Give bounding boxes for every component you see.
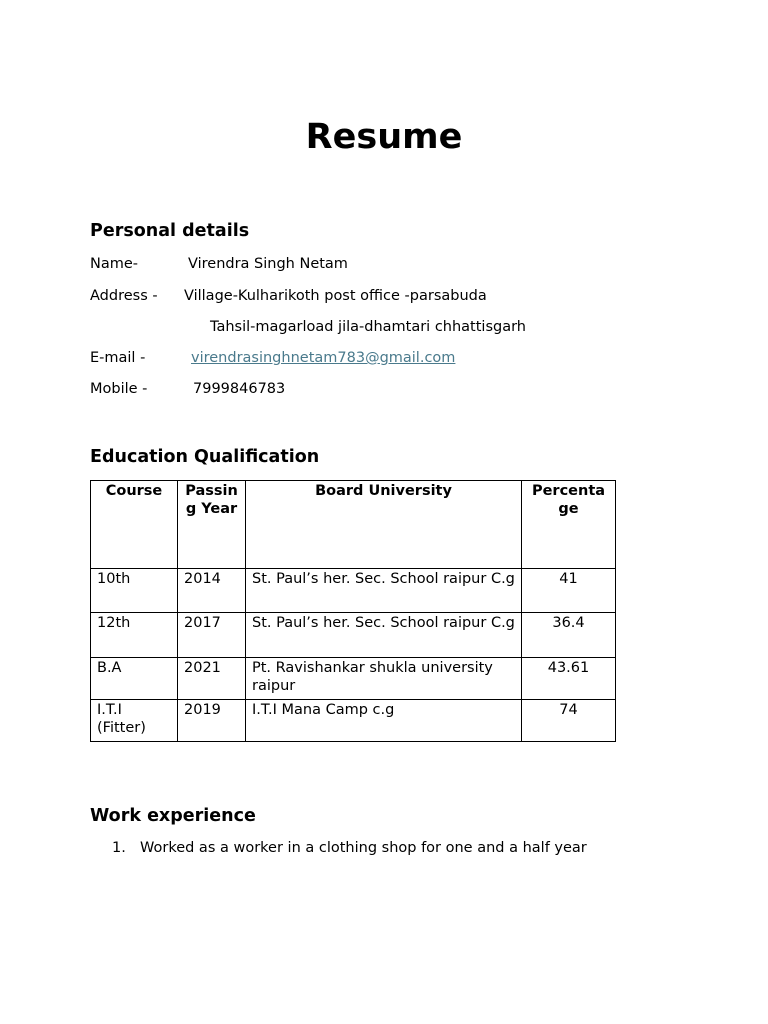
list-item-number: 1. bbox=[112, 840, 126, 856]
work-experience-heading: Work experience bbox=[90, 806, 256, 826]
cell-course: 12th bbox=[91, 613, 178, 658]
address-label: Address - bbox=[90, 288, 158, 304]
cell-year: 2017 bbox=[178, 613, 246, 658]
address-line-2: Tahsil-magarload jila-dhamtari chhattisgarh bbox=[210, 319, 526, 335]
name-label: Name- bbox=[90, 256, 139, 272]
table-row bbox=[91, 700, 616, 742]
personal-details-heading: Personal details bbox=[90, 221, 250, 241]
header-course: Course bbox=[91, 481, 178, 569]
cell-percentage: 43.61 bbox=[522, 658, 616, 700]
cell-board: I.T.I Mana Camp c.g bbox=[246, 700, 522, 742]
cell-course: B.A bbox=[91, 658, 178, 700]
table-header-row bbox=[91, 481, 616, 569]
header-passing-year: Passing Year bbox=[178, 481, 246, 569]
work-experience-list bbox=[112, 839, 587, 857]
email-label: E-mail - bbox=[90, 350, 146, 366]
list-item bbox=[112, 839, 587, 857]
email-link[interactable]: virendrasinghnetam783@gmail.com bbox=[191, 350, 456, 366]
mobile-value: 7999846783 bbox=[193, 381, 286, 397]
cell-year: 2019 bbox=[178, 700, 246, 742]
table-row bbox=[91, 658, 616, 700]
table-row bbox=[91, 569, 616, 613]
cell-board: Pt. Ravishankar shukla university raipur bbox=[246, 658, 522, 700]
cell-percentage: 36.4 bbox=[522, 613, 616, 658]
cell-percentage: 74 bbox=[522, 700, 616, 742]
address-line-1: Village-Kulharikoth post office -parsabuda bbox=[184, 288, 487, 304]
cell-board: St. Paul’s her. Sec. School raipur C.g bbox=[246, 569, 522, 613]
name-value: Virendra Singh Netam bbox=[188, 256, 348, 272]
education-heading: Education Qualification bbox=[90, 447, 320, 467]
cell-percentage: 41 bbox=[522, 569, 616, 613]
cell-course: 10th bbox=[91, 569, 178, 613]
table-row bbox=[91, 613, 616, 658]
education-table bbox=[90, 480, 616, 742]
cell-year: 2014 bbox=[178, 569, 246, 613]
document-title: Resume bbox=[305, 117, 463, 158]
cell-board: St. Paul’s her. Sec. School raipur C.g bbox=[246, 613, 522, 658]
cell-year: 2021 bbox=[178, 658, 246, 700]
header-percentage: Percentage bbox=[522, 481, 616, 569]
cell-course: I.T.I (Fitter) bbox=[91, 700, 178, 742]
mobile-label: Mobile - bbox=[90, 381, 148, 397]
list-item-text: Worked as a worker in a clothing shop for one and a half year bbox=[140, 840, 587, 856]
header-board-university: Board University bbox=[246, 481, 522, 569]
